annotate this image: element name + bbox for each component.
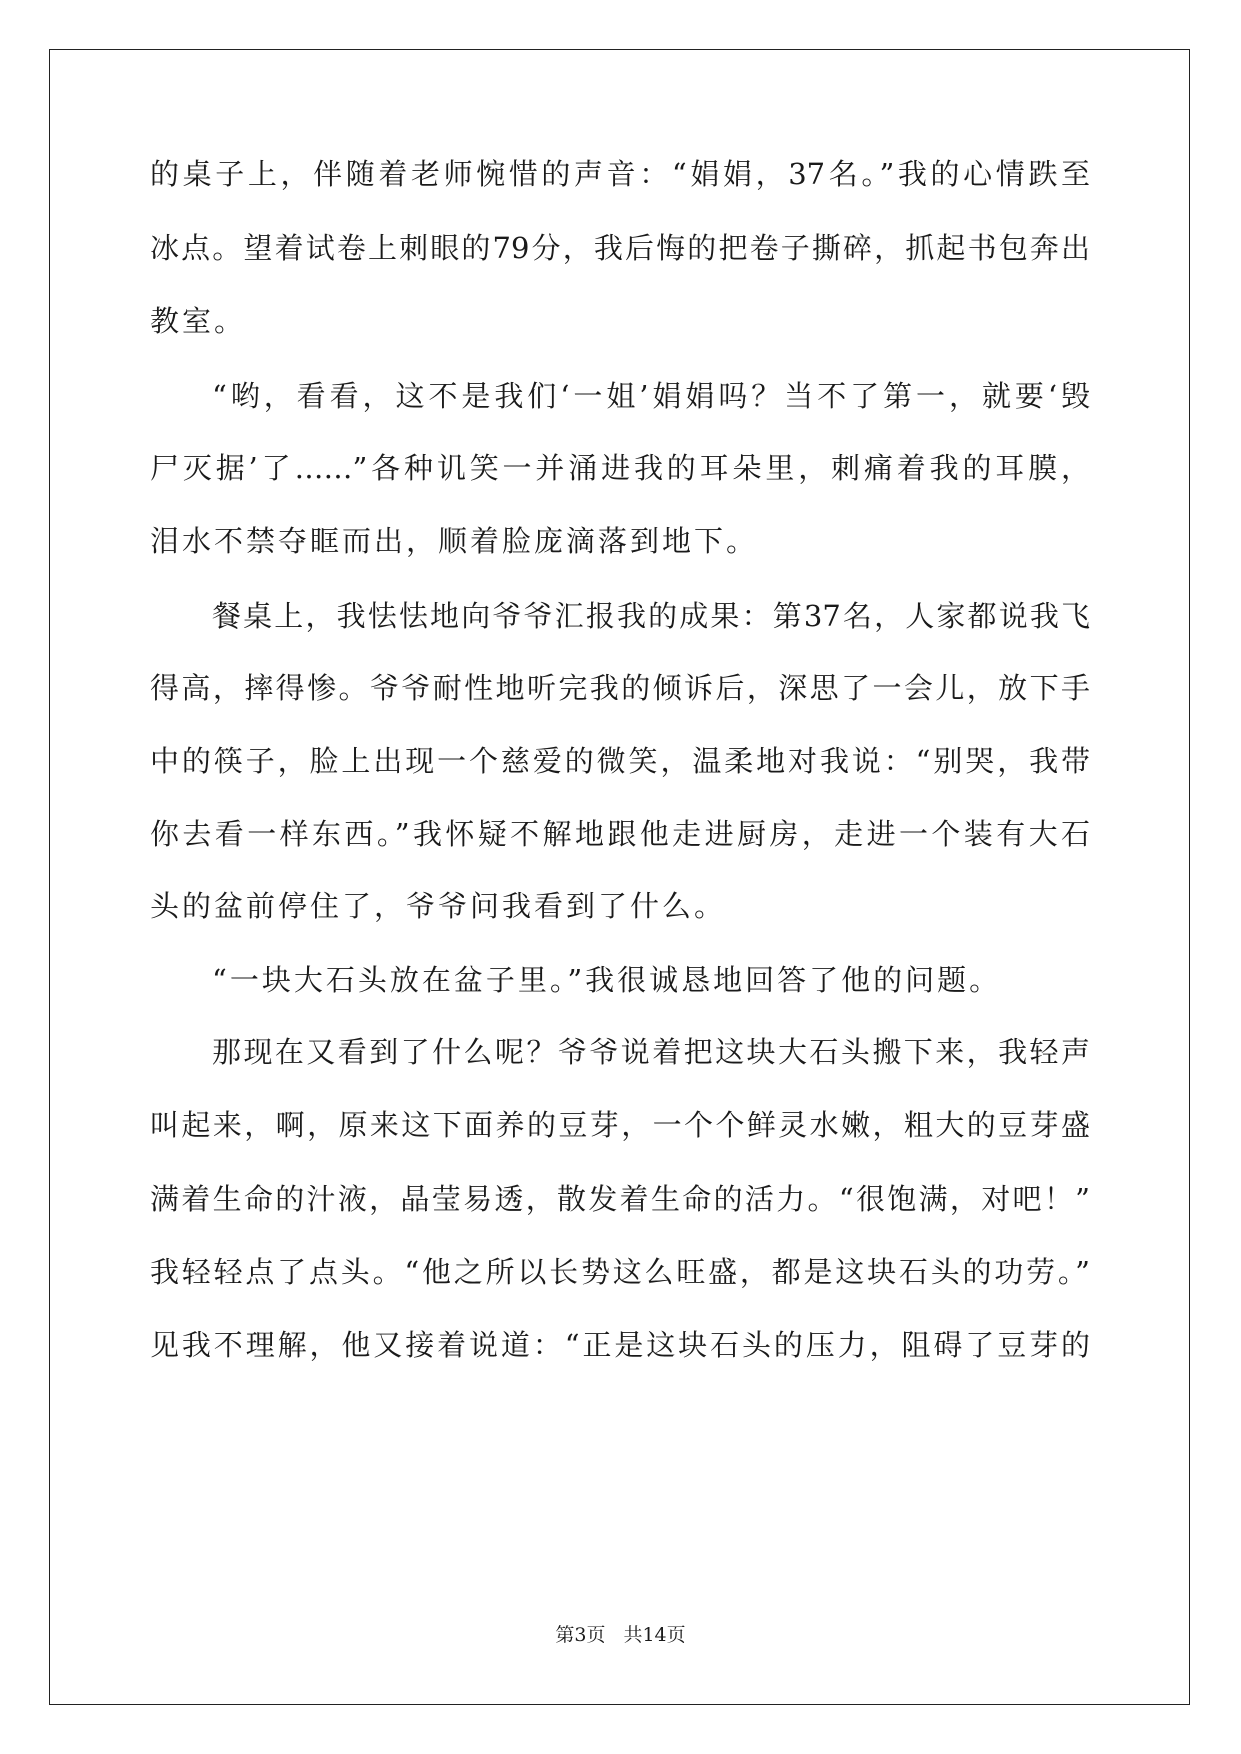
text-line: 我轻轻点了点头。“他之所以长势这么旺盛，都是这块石头的功劳。” [150, 1255, 1090, 1289]
text-line: 头的盆前停住了，爷爷问我看到了什么。 [150, 889, 727, 923]
text-line: “一块大石头放在盆子里。”我很诚恳地回答了他的问题。 [212, 963, 1002, 997]
text-line: 满着生命的汁液，晶莹易透，散发着生命的活力。“很饱满，对吧！” [150, 1182, 1090, 1216]
page-footer [0, 1623, 1241, 1647]
text-line: “哟，看看，这不是我们‘一姐’娟娟吗？当不了第一，就要‘毁 [212, 379, 1090, 413]
page-total: 共14页 [623, 1624, 686, 1646]
text-line: 中的筷子，脸上出现一个慈爱的微笑，温柔地对我说：“别哭，我带 [150, 744, 1090, 778]
text-line: 冰点。望着试卷上刺眼的79分，我后悔的把卷子撕碎，抓起书包奔出 [150, 231, 1090, 265]
text-line: 叫起来，啊，原来这下面养的豆芽，一个个鲜灵水嫩，粗大的豆芽盛 [150, 1108, 1090, 1142]
page-number: 第3页 [555, 1624, 606, 1646]
text-line: 泪水不禁夺眶而出，顺着脸庞滴落到地下。 [150, 524, 759, 558]
page-border [49, 49, 1190, 1705]
text-line: 教室。 [150, 304, 247, 338]
text-line: 你去看一样东西。”我怀疑不解地跟他走进厨房，走进一个装有大石 [150, 817, 1090, 851]
text-line: 那现在又看到了什么呢？爷爷说着把这块大石头搬下来，我轻声 [212, 1035, 1090, 1069]
text-line: 见我不理解，他又接着说道：“正是这块石头的压力，阻碍了豆芽的 [150, 1328, 1090, 1362]
text-line: 餐桌上，我怯怯地向爷爷汇报我的成果：第37名，人家都说我飞 [212, 599, 1090, 633]
text-line: 得高，摔得惨。爷爷耐性地听完我的倾诉后，深思了一会儿，放下手 [150, 671, 1090, 705]
text-line: 的桌子上，伴随着老师惋惜的声音：“娟娟，37名。”我的心情跌至 [150, 157, 1090, 191]
text-line: 尸灭据’了……”各种讥笑一并涌进我的耳朵里，刺痛着我的耳膜， [150, 451, 1090, 485]
